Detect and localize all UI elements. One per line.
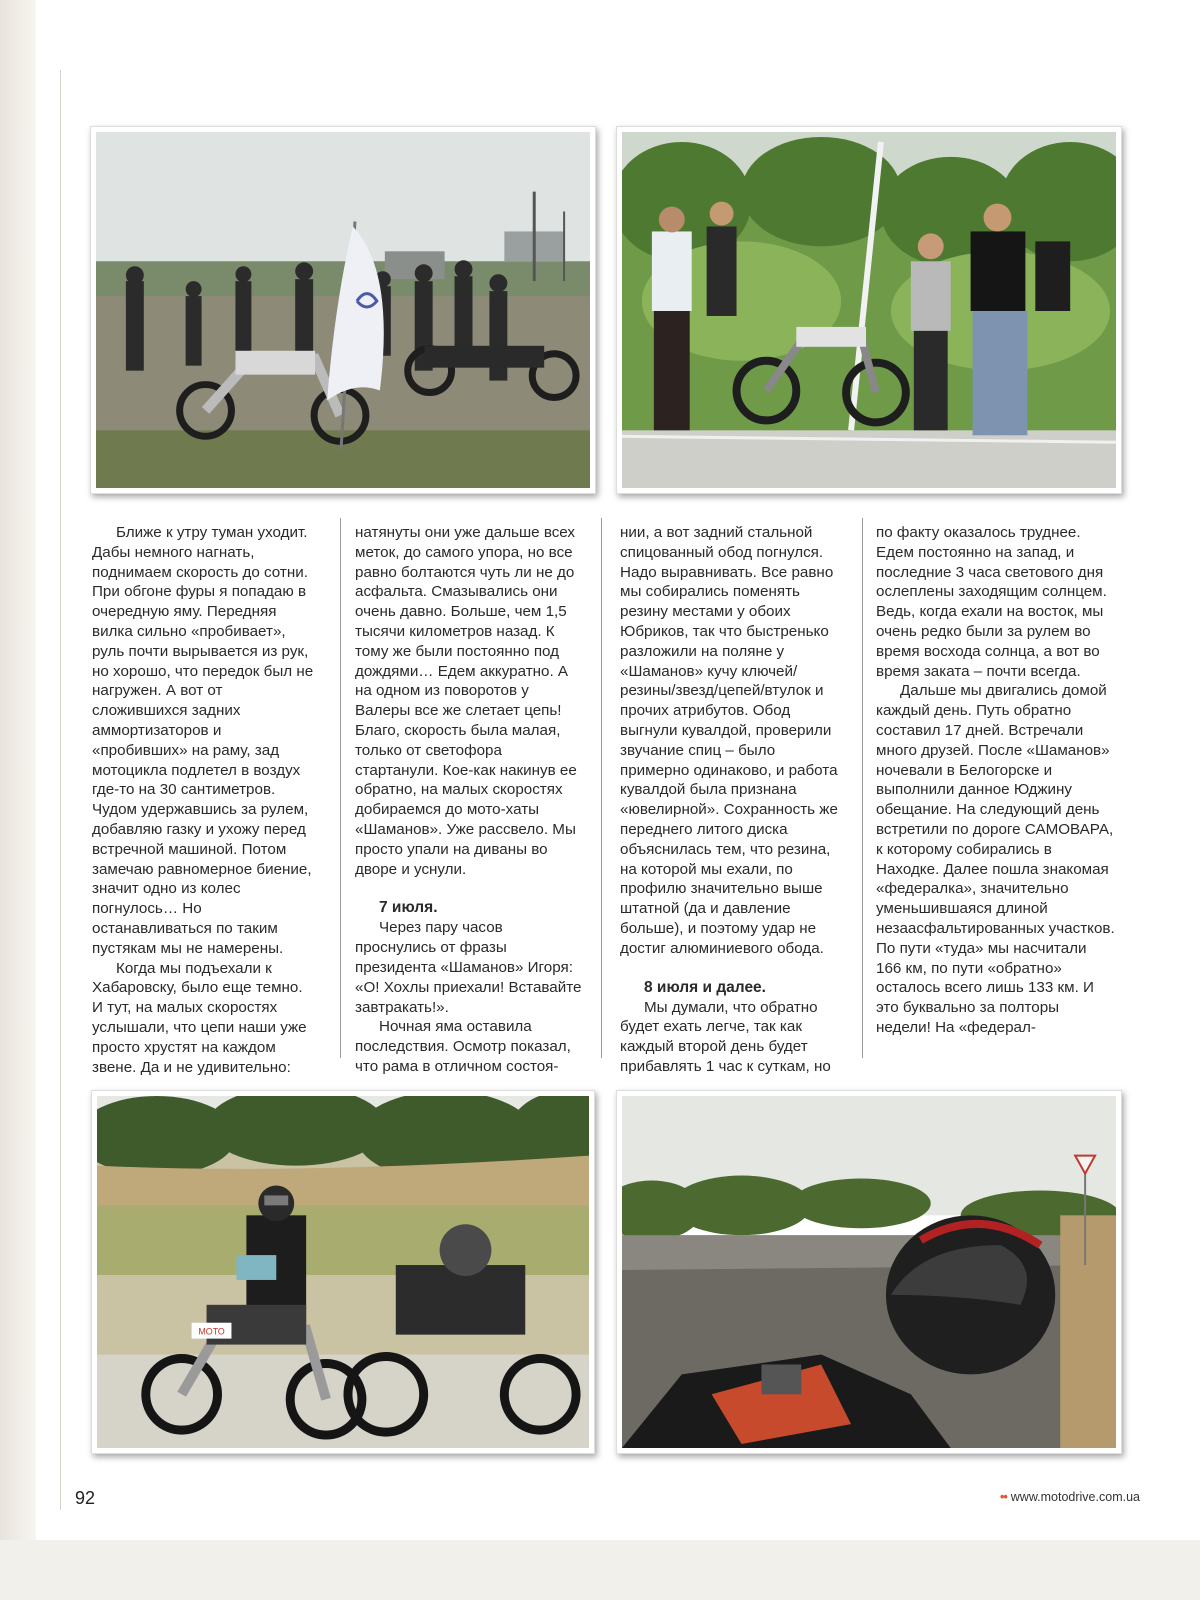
photo-helmet-on-road <box>616 1090 1122 1454</box>
paragraph: Ночная яма оставила последствия. Осмотр показал, что рама в отличном состоя- <box>355 1018 571 1075</box>
column-divider <box>862 518 863 1058</box>
site-url[interactable] <box>1000 1490 1140 1504</box>
column-divider <box>340 518 341 1058</box>
paragraph: натянуты они уже дальше всех меток, до самого упора, но все равно болтаются чуть ли не до асфальта. Смазывались они очень давно. Больше, чем 1,5 тысячи километров назад. К тому же были постоянно под дождями… Едем аккуратно. А на одном из поворотов у Валеры все же слетает цепь! Благо, скорость была малая, только от светофора стартанули. Кое-как накинув ее обратно, на малых скоростях добираемся до мото-хаты «Шаманов». Уже рассвело. Мы просто упали на диваны во дворе и уснули. <box>355 524 577 878</box>
paragraph: по факту оказалось труднее. Едем постоянно на запад, и последние 3 часа светового дня ослеплены заходящим солнцем. Ведь, когда ехали на восток, мы очень редко были за рулем во время восхода солнца, а вот во время заката – почти всегда. <box>876 524 1107 680</box>
section-heading: 7 июля. <box>379 899 438 917</box>
bike-badge-text: МОТО <box>198 1326 225 1337</box>
site-marker: •• <box>1000 1490 1007 1504</box>
text-column-1 <box>92 523 317 1077</box>
photo-roadside-repair <box>616 126 1122 494</box>
paragraph: Когда мы подъехали к Хабаровску, было еще темно. И тут, на малых скоростях услышали, что цепи наши уже просто хрустят на каждом звене. Да и не удивительно: <box>92 959 307 1076</box>
text-column-2 <box>355 523 583 1077</box>
photo-rider-with-bikes-image <box>97 1096 589 1448</box>
site-url-text: www.motodrive.com.ua <box>1010 1490 1140 1504</box>
photo-parking-lot-image <box>96 132 590 488</box>
paragraph: Ближе к утру туман уходит. Дабы немного нагнать, поднимаем скорость до сотни. При обгоне фуры я попадаю в очередную яму. Передняя вилка сильно «пробивает», руль почти вырывается из рук, но хорошо, что передок был не нагружен. А вот от сложившихся задних аммортизаторов и «пробивших» на раму, зад мотоцикла подлетел в воздух где-то на 30 сантиметров. Чудом удержавшись за рулем, добавляю газку и ухожу перед встречной машиной. Потом замечаю равномерное биение, значит одно из колес погнулось… Но останавливаться по таким пустякам мы не намерены. <box>92 524 314 957</box>
text-column-4 <box>876 523 1116 1038</box>
paragraph: Мы думали, что обратно будет ехать легче, так как каждый второй день будет прибавлять 1 час к суткам, но <box>620 998 831 1075</box>
photo-roadside-repair-image <box>622 132 1116 488</box>
paragraph: Через пару часов проснулись от фразы президента «Шаманов» Игоря: «О! Хохлы приехали! Вставайте завтракать!». <box>355 919 582 1016</box>
text-column-3 <box>620 523 848 1077</box>
column-divider <box>601 518 602 1058</box>
photo-rider-with-bikes <box>91 1090 595 1454</box>
page-margin-line <box>60 70 61 1510</box>
paragraph: Дальше мы двигались домой каждый день. Путь обратно составил 17 дней. Встречали много друзей. После «Шаманов» ночевали в Белогорске и выполнили данное Юджину обещание. На следующий день встретили по дороге САМОВАРА, к которому собирались в Находке. Далее пошла знакомая «федералка», значительно уменьшившаяся длиной незаасфальтированных участков. По пути «туда» мы насчитали 166 км, по пути «обратно» осталось всего лишь 133 км. И это буквально за полторы недели! На «федерал- <box>876 682 1115 1036</box>
photo-parking-lot-group <box>90 126 596 494</box>
paragraph: нии, а вот задний стальной спицованный обод погнулся. Надо выравнивать. Все равно мы собирались поменять резину местами у обоих Юбриков, так что быстренько разложили на поляне у «Шаманов» кучу ключей/резины/звезд/цепей/втулок и прочих атрибутов. Обод выгнули кувалдой, проверили звучание спиц – было примерно одинаково, и работа кувалдой была признана «ювелирной». Сохранность же переднего литого диска объяснилась тем, что резина, на которой мы ехали, по профилю значительно выше штатной (да и давление больше), и поэтому удар не достиг алюминиевого обода. <box>620 524 838 957</box>
page-number: 92 <box>75 1488 96 1508</box>
section-heading: 8 июля и далее. <box>644 978 766 996</box>
scan-bottom-edge <box>0 1540 1200 1600</box>
photo-helmet-on-road-image <box>622 1096 1116 1448</box>
scan-left-edge <box>0 0 36 1600</box>
